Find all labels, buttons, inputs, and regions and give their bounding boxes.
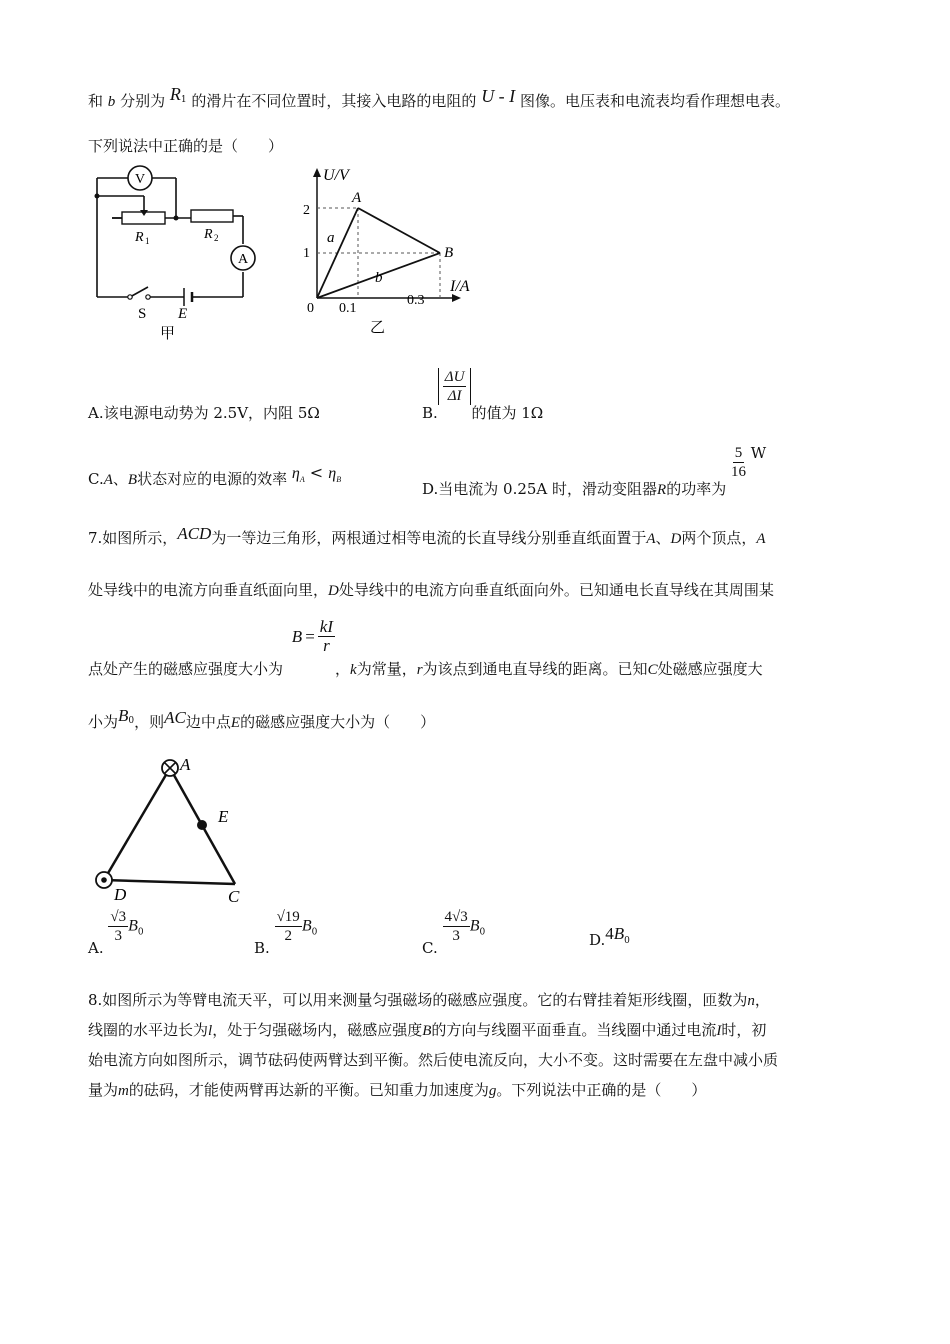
option-label: B. — [422, 404, 438, 422]
text: 分别为 — [120, 92, 166, 110]
var: n — [747, 993, 755, 1009]
vertex-c-label: C — [228, 887, 240, 906]
text: D.当电流为 0.25A 时，滑动变阻器 — [422, 480, 658, 498]
sub: 0 — [137, 927, 144, 938]
q6-option-a[interactable]: A.该电源电动势为 2.5V，内阻 5Ω — [88, 404, 320, 422]
text: 的功率为 — [666, 480, 727, 498]
line-b-label: b — [375, 270, 383, 286]
q6-option-b[interactable] — [422, 368, 544, 422]
var: B — [422, 1023, 432, 1039]
option-label: A. — [88, 938, 104, 957]
sub: A — [299, 475, 305, 485]
ammeter-label: A — [237, 252, 249, 267]
var: I — [716, 1023, 722, 1039]
y-axis-label: U/V — [323, 167, 349, 184]
q6-option-c[interactable] — [88, 463, 342, 490]
point-e-label: E — [218, 807, 229, 826]
frac-num: 4√3 — [444, 909, 468, 925]
text: 状态对应的电源的效率 — [137, 470, 288, 488]
switch-label: S — [138, 306, 147, 322]
sub: 0 — [624, 936, 630, 946]
var: A — [103, 472, 113, 488]
q7-option-c[interactable] — [422, 908, 486, 957]
text: 图像。电压表和电流表均看作理想电表。 — [519, 92, 790, 110]
q6-option-d[interactable] — [422, 444, 767, 498]
q7-option-d[interactable] — [589, 924, 630, 952]
frac-den: 3 — [452, 928, 460, 944]
q8-line1 — [88, 990, 770, 1011]
frac-den: 3 — [114, 928, 122, 944]
option-label: D. — [589, 931, 606, 949]
point-a-label: A — [352, 190, 362, 206]
text: ， — [754, 991, 770, 1009]
midpoint-e-dot — [197, 820, 207, 830]
junction-dot — [174, 216, 179, 221]
r1-sub: 1 — [145, 236, 150, 246]
text: 时，初 — [721, 1021, 767, 1039]
circuit-diagram — [88, 160, 268, 345]
q7-line1 — [88, 524, 766, 549]
var: ACD — [177, 524, 212, 543]
text: 和 — [88, 92, 104, 110]
frac-num: kI — [319, 617, 333, 636]
text: 处导线中的电流方向垂直纸面向里， — [88, 581, 329, 599]
sub: 0 — [311, 927, 318, 938]
var-R1: R — [169, 84, 181, 104]
var: A — [646, 531, 656, 547]
text: 为一等边三角形，两根通过相等电流的长直导线分别垂直纸面置于 — [211, 529, 647, 547]
var: B — [118, 706, 129, 725]
text: 7.如图所示， — [88, 529, 178, 547]
eq: = — [305, 626, 315, 646]
q8-line3: 始电流方向如图所示，调节砝码使两臂达到平衡。然后使电流反向，大小不变。这时需要在左盘中减小质 — [88, 1051, 779, 1069]
var: B — [469, 917, 480, 935]
vertex-d-label: D — [114, 885, 127, 904]
text: 的磁感应强度大小为（ ） — [240, 713, 436, 731]
graph-caption: 乙 — [370, 320, 386, 336]
eta: η — [291, 465, 300, 482]
q7-line2 — [88, 580, 774, 601]
var: g — [488, 1083, 497, 1099]
frac-num: ΔU — [444, 369, 465, 385]
voltmeter-label: V — [134, 172, 146, 187]
text: 为常量， — [356, 659, 417, 678]
option-text: 的值为 1Ω — [471, 404, 544, 422]
text: 两个顶点， — [681, 529, 757, 547]
origin-label: 0 — [307, 301, 314, 316]
frac-den: r — [323, 636, 330, 655]
q6-intro-line2: 下列说法中正确的是（ ） — [88, 137, 284, 155]
var: k — [350, 661, 357, 678]
text: 的滑片在不同位置时，其接入电路的电阻的 — [191, 92, 477, 110]
option-label: C. — [88, 470, 104, 488]
var: E — [230, 715, 241, 731]
text: ，则 — [134, 713, 165, 731]
q8-line2 — [88, 1020, 766, 1041]
r2-sub: 2 — [214, 233, 219, 243]
text: 、 — [655, 529, 671, 547]
frac-den: ΔI — [447, 388, 462, 404]
sub: 1 — [180, 95, 187, 105]
circuit-caption: 甲 — [160, 326, 176, 342]
y-tick-2: 2 — [303, 203, 310, 218]
lt: < — [309, 463, 324, 482]
text: ， — [335, 659, 351, 678]
unit: W — [750, 444, 767, 462]
series-line-AB — [358, 208, 440, 253]
emf-label: E — [178, 306, 188, 322]
q7-option-b[interactable] — [254, 908, 318, 957]
triangle-figure — [88, 750, 258, 910]
option-label: C. — [422, 938, 438, 957]
q8-line4 — [88, 1080, 706, 1101]
text: 小为 — [88, 713, 119, 731]
option-label: B. — [254, 938, 270, 957]
var: B — [128, 917, 138, 935]
sub: B — [336, 475, 342, 485]
text: 点处产生的磁感应强度大小为 — [88, 659, 284, 678]
text: 量为 — [88, 1081, 119, 1099]
var: C — [647, 661, 658, 678]
frac-den: 16 — [731, 464, 746, 480]
var: R — [657, 482, 667, 498]
var: m — [118, 1083, 129, 1099]
value: 4 — [605, 924, 614, 943]
q6-intro-line1 — [88, 84, 790, 114]
text: 为该点到通电直导线的距离。已知 — [422, 659, 648, 678]
text: 8.如图所示为等臂电流天平，可以用来测量匀强磁场的磁感应强度。它的右臂挂着矩形线圈，匝数为 — [88, 991, 748, 1009]
var: r — [416, 661, 423, 678]
formula-B — [292, 618, 335, 655]
q7-option-a[interactable] — [88, 908, 144, 957]
var-b: b — [107, 94, 116, 110]
sub: 0 — [479, 927, 486, 938]
frac-den: 2 — [284, 928, 292, 944]
text: 、 — [112, 470, 128, 488]
q7-line3 — [88, 617, 763, 678]
vertex-a-label: A — [180, 755, 191, 774]
sub: 0 — [128, 716, 135, 726]
line-a-label: a — [327, 230, 335, 246]
text: 处磁感应强度大 — [657, 659, 763, 678]
text: 的方向与线圈平面垂直。当线圈中通过电流 — [431, 1021, 717, 1039]
frac-num: √19 — [276, 909, 300, 925]
eta-inequality — [291, 463, 342, 485]
junction-dot — [95, 194, 100, 199]
text: 边中点 — [185, 713, 231, 731]
var: B — [613, 924, 625, 943]
x-tick-01: 0.1 — [339, 301, 357, 316]
var: l — [208, 1023, 213, 1039]
var-UI: U - I — [481, 86, 516, 106]
var: D — [328, 583, 339, 599]
x-axis-label: I/A — [450, 278, 470, 295]
var: AC — [164, 708, 186, 727]
text: 。下列说法中正确的是（ ） — [496, 1081, 707, 1099]
r2-label: R — [204, 227, 213, 242]
y-tick-1: 1 — [303, 246, 310, 261]
q7-line4 — [88, 706, 436, 735]
var: B — [291, 626, 303, 646]
point-b-label: B — [444, 245, 454, 261]
frac-num: 5 — [734, 445, 743, 461]
var: A — [756, 531, 766, 547]
text: ，处于匀强磁场内，磁感应强度 — [212, 1021, 423, 1039]
var: B — [301, 917, 312, 935]
text: 线圈的水平边长为 — [88, 1021, 209, 1039]
text: 处导线中的电流方向垂直纸面向外。已知通电长直导线在其周围某 — [338, 581, 774, 599]
ui-graph — [295, 160, 495, 340]
eta: η — [328, 465, 337, 482]
x-tick-03: 0.3 — [407, 293, 425, 308]
var: D — [670, 531, 682, 547]
frac-num: √3 — [110, 909, 127, 925]
text: 的砝码，才能使两臂再达新的平衡。已知重力加速度为 — [128, 1081, 489, 1099]
var: B — [127, 472, 138, 488]
r1-label: R — [135, 230, 144, 245]
